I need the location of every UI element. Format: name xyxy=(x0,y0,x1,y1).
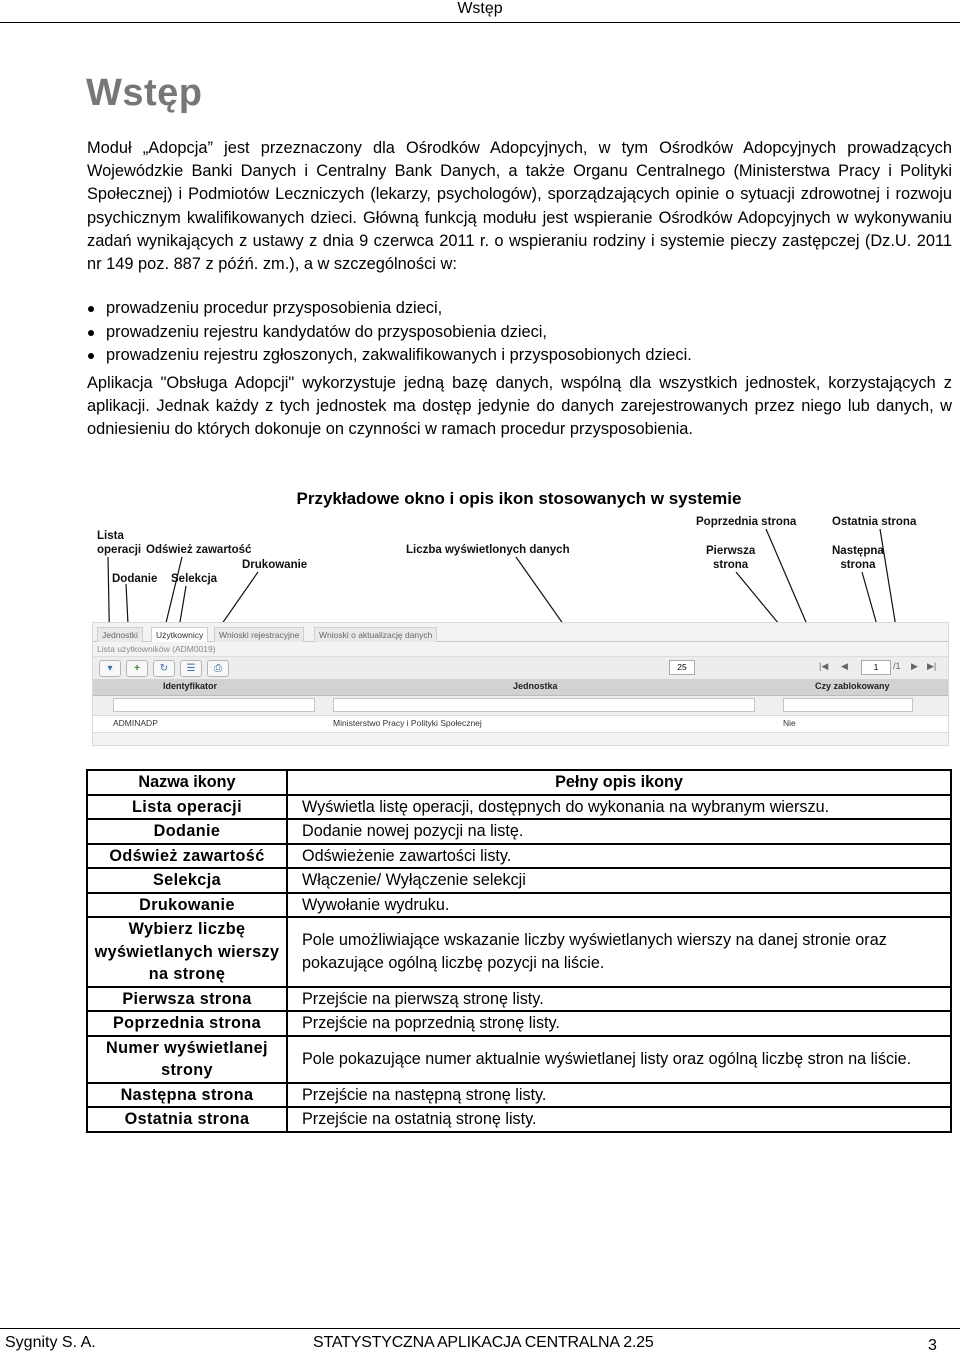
column-header: Nazwa ikony xyxy=(87,770,287,795)
page-footer xyxy=(0,1328,960,1355)
table-row xyxy=(87,1083,951,1108)
print-icon[interactable]: ⎙ xyxy=(207,660,229,677)
icon-name: Lista operacji xyxy=(87,795,287,820)
table-row xyxy=(87,868,951,893)
filter-row xyxy=(93,696,948,714)
icon-name: Odśwież zawartość xyxy=(87,844,287,869)
label-liczba: Liczba wyświetlonych danych xyxy=(406,544,570,556)
table-row xyxy=(87,795,951,820)
icon-description: Wyświetla listę operacji, dostępnych do wykonania na wybranym wierszu. xyxy=(287,795,951,820)
table-cell: Ministerstwo Pracy i Polityki Społecznej xyxy=(333,718,482,728)
previous-page-icon[interactable]: ◀ xyxy=(841,661,848,671)
label-poprzednia: Poprzednia strona xyxy=(696,516,797,528)
list-item-text: prowadzeniu rejestru zgłoszonych, zakwalifikowanych i przysposobionych dzieci. xyxy=(106,346,692,365)
icon-name: Selekcja xyxy=(87,868,287,893)
label-selekcja: Selekcja xyxy=(171,573,218,585)
table-row xyxy=(87,893,951,918)
bullet-icon xyxy=(88,306,94,312)
grid-header xyxy=(93,679,948,696)
table-cell: Nie xyxy=(783,718,796,728)
footer-product: STATYSTYCZNA APLIKACJA CENTRALNA 2.25 xyxy=(313,1334,654,1351)
list-item xyxy=(87,297,952,321)
icons-table xyxy=(86,769,952,1133)
icon-description: Pole umożliwiające wskazanie liczby wyświetlanych wierszy na danej stronie oraz pokazujące ogólną liczbę pozycji na liście. xyxy=(287,917,951,987)
table-header-row xyxy=(87,770,951,795)
icon-description: Włączenie/ Wyłączenie selekcji xyxy=(287,868,951,893)
tab-wnioski-aktualizacja[interactable]: Wnioski o aktualizację danych xyxy=(314,627,437,642)
column-header[interactable]: Jednostka xyxy=(513,681,558,691)
next-page-icon[interactable]: ▶ xyxy=(911,661,918,671)
filter-select[interactable] xyxy=(783,698,913,712)
first-page-icon[interactable]: |◀ xyxy=(819,661,829,671)
icon-name: Ostatnia strona xyxy=(87,1107,287,1132)
label-ostatnia: Ostatnia strona xyxy=(832,516,917,528)
icon-name: Dodanie xyxy=(87,819,287,844)
app-screenshot xyxy=(92,622,949,746)
footer-company: Sygnity S. A. xyxy=(5,1334,96,1351)
label-nastepna: Następna strona xyxy=(832,545,884,571)
tab-wnioski-rejestracyjne[interactable]: Wnioski rejestracyjne xyxy=(214,627,304,642)
label-odswiez: Odśwież zawartość xyxy=(146,544,252,556)
list-item-text: prowadzeniu rejestru kandydatów do przysposobienia dzieci, xyxy=(106,322,547,341)
tab-jednostki[interactable]: Jednostki xyxy=(97,627,143,642)
icon-description: Przejście na następną stronę listy. xyxy=(287,1083,951,1108)
table-row xyxy=(87,987,951,1012)
list-item-text: prowadzeniu procedur przysposobienia dzieci, xyxy=(106,299,443,317)
bullet-list xyxy=(87,297,952,368)
running-header xyxy=(0,0,960,23)
table-row xyxy=(87,844,951,869)
list-operations-icon[interactable]: ▾ xyxy=(99,660,121,677)
icon-description: Przejście na pierwszą stronę listy. xyxy=(287,987,951,1012)
label-drukowanie: Drukowanie xyxy=(242,559,308,571)
icon-description: Pole pokazujące numer aktualnie wyświetlanej listy oraz ogólną liczbę stron na liście. xyxy=(287,1036,951,1083)
column-header[interactable]: Identyfikator xyxy=(163,681,218,691)
tab-uzytkownicy[interactable]: Użytkownicy xyxy=(151,627,208,642)
column-header: Pełny opis ikony xyxy=(287,770,951,795)
figure-caption: Przykładowe okno i opis ikon stosowanych w systemie xyxy=(296,489,742,508)
refresh-icon[interactable]: ↻ xyxy=(153,660,175,677)
example-window-figure xyxy=(86,512,952,744)
page-number-field[interactable]: 1 xyxy=(861,660,891,675)
tab-bar xyxy=(93,625,948,642)
page-size-select[interactable]: 25 xyxy=(669,660,695,675)
icon-name: Poprzednia strona xyxy=(87,1011,287,1036)
bullet-icon xyxy=(88,330,94,336)
table-row xyxy=(87,819,951,844)
icon-description: Dodanie nowej pozycji na listę. xyxy=(287,819,951,844)
last-page-icon[interactable]: ▶| xyxy=(927,661,937,671)
table-row xyxy=(87,1011,951,1036)
add-icon[interactable]: + xyxy=(126,660,148,677)
column-header[interactable]: Czy zablokowany xyxy=(815,681,890,691)
icon-description: Odświeżenie zawartości listy. xyxy=(287,844,951,869)
page-title: Wstęp xyxy=(86,72,203,114)
icon-name: Numer wyświetlanej strony xyxy=(87,1036,287,1083)
icon-name: Wybierz liczbę wyświetlanych wierszy na stronę xyxy=(87,917,287,987)
table-row[interactable] xyxy=(93,715,948,733)
icon-description: Wywołanie wydruku. xyxy=(287,893,951,918)
intro-paragraph: Moduł „Adopcja” jest przeznaczony dla Ośrodków Adopcyjnych, w tym Ośrodków Adopcyjnych prowadzących Wojewódzkie Banki Danych i Centralny Bank Danych, a także Organu Centralnego (Ministerstwa Pracy i Polityki Społecznej) i Podmiotów Leczniczych (lekarzy, psychologów), sporządzających opinie o sytuacji zdrowotnej i rozwoju psychicznym kwalifikowanych dzieci. Główną funkcją modułu jest wspieranie Ośrodków Adopcyjnych w wykonywaniu zadań wynikających z ustawy z dnia 9 czerwca 2011 r. o wspieraniu rodziny i systemie pieczy zastępczej (Dz.U. 2011 nr 149 poz. 887 z późń. zm.), a w szczególności w: xyxy=(87,139,952,274)
app-paragraph: Aplikacja "Obsługa Adopcji" wykorzystuje jedną bazę danych, wspólną dla wszystkich jednostek, korzystających z aplikacji. Jednak każdy z tych jednostek ma dostęp jedynie do danych zarejestrowanych przez niego lub danych, w odniesieniu do których dokonuje on czynności w ramach procedur przysposobienia. xyxy=(87,374,952,439)
icon-name: Pierwsza strona xyxy=(87,987,287,1012)
label-pierwsza: Pierwsza strona xyxy=(706,545,756,571)
icon-name: Drukowanie xyxy=(87,893,287,918)
icon-name: Następna strona xyxy=(87,1083,287,1108)
list-caption: Lista użytkowników (ADM0019) xyxy=(97,644,216,654)
selection-icon[interactable]: ☰ xyxy=(180,660,202,677)
table-row xyxy=(87,1036,951,1083)
label-dodanie: Dodanie xyxy=(112,573,158,585)
icon-description: Przejście na poprzednią stronę listy. xyxy=(287,1011,951,1036)
toolbar xyxy=(93,656,948,680)
filter-input[interactable] xyxy=(113,698,315,712)
table-row xyxy=(87,1107,951,1132)
list-item xyxy=(87,321,952,345)
bullet-icon xyxy=(88,353,94,359)
table-cell: ADMINADP xyxy=(113,718,158,728)
table-row xyxy=(87,917,951,987)
label-lista-operacji: Lista operacji xyxy=(97,530,142,556)
filter-input[interactable] xyxy=(333,698,755,712)
list-item xyxy=(87,344,952,368)
icon-description: Przejście na ostatnią stronę listy. xyxy=(287,1107,951,1132)
page-total: /1 xyxy=(893,661,901,671)
page-number: 3 xyxy=(928,1337,937,1354)
running-header-title: Wstęp xyxy=(457,0,503,17)
